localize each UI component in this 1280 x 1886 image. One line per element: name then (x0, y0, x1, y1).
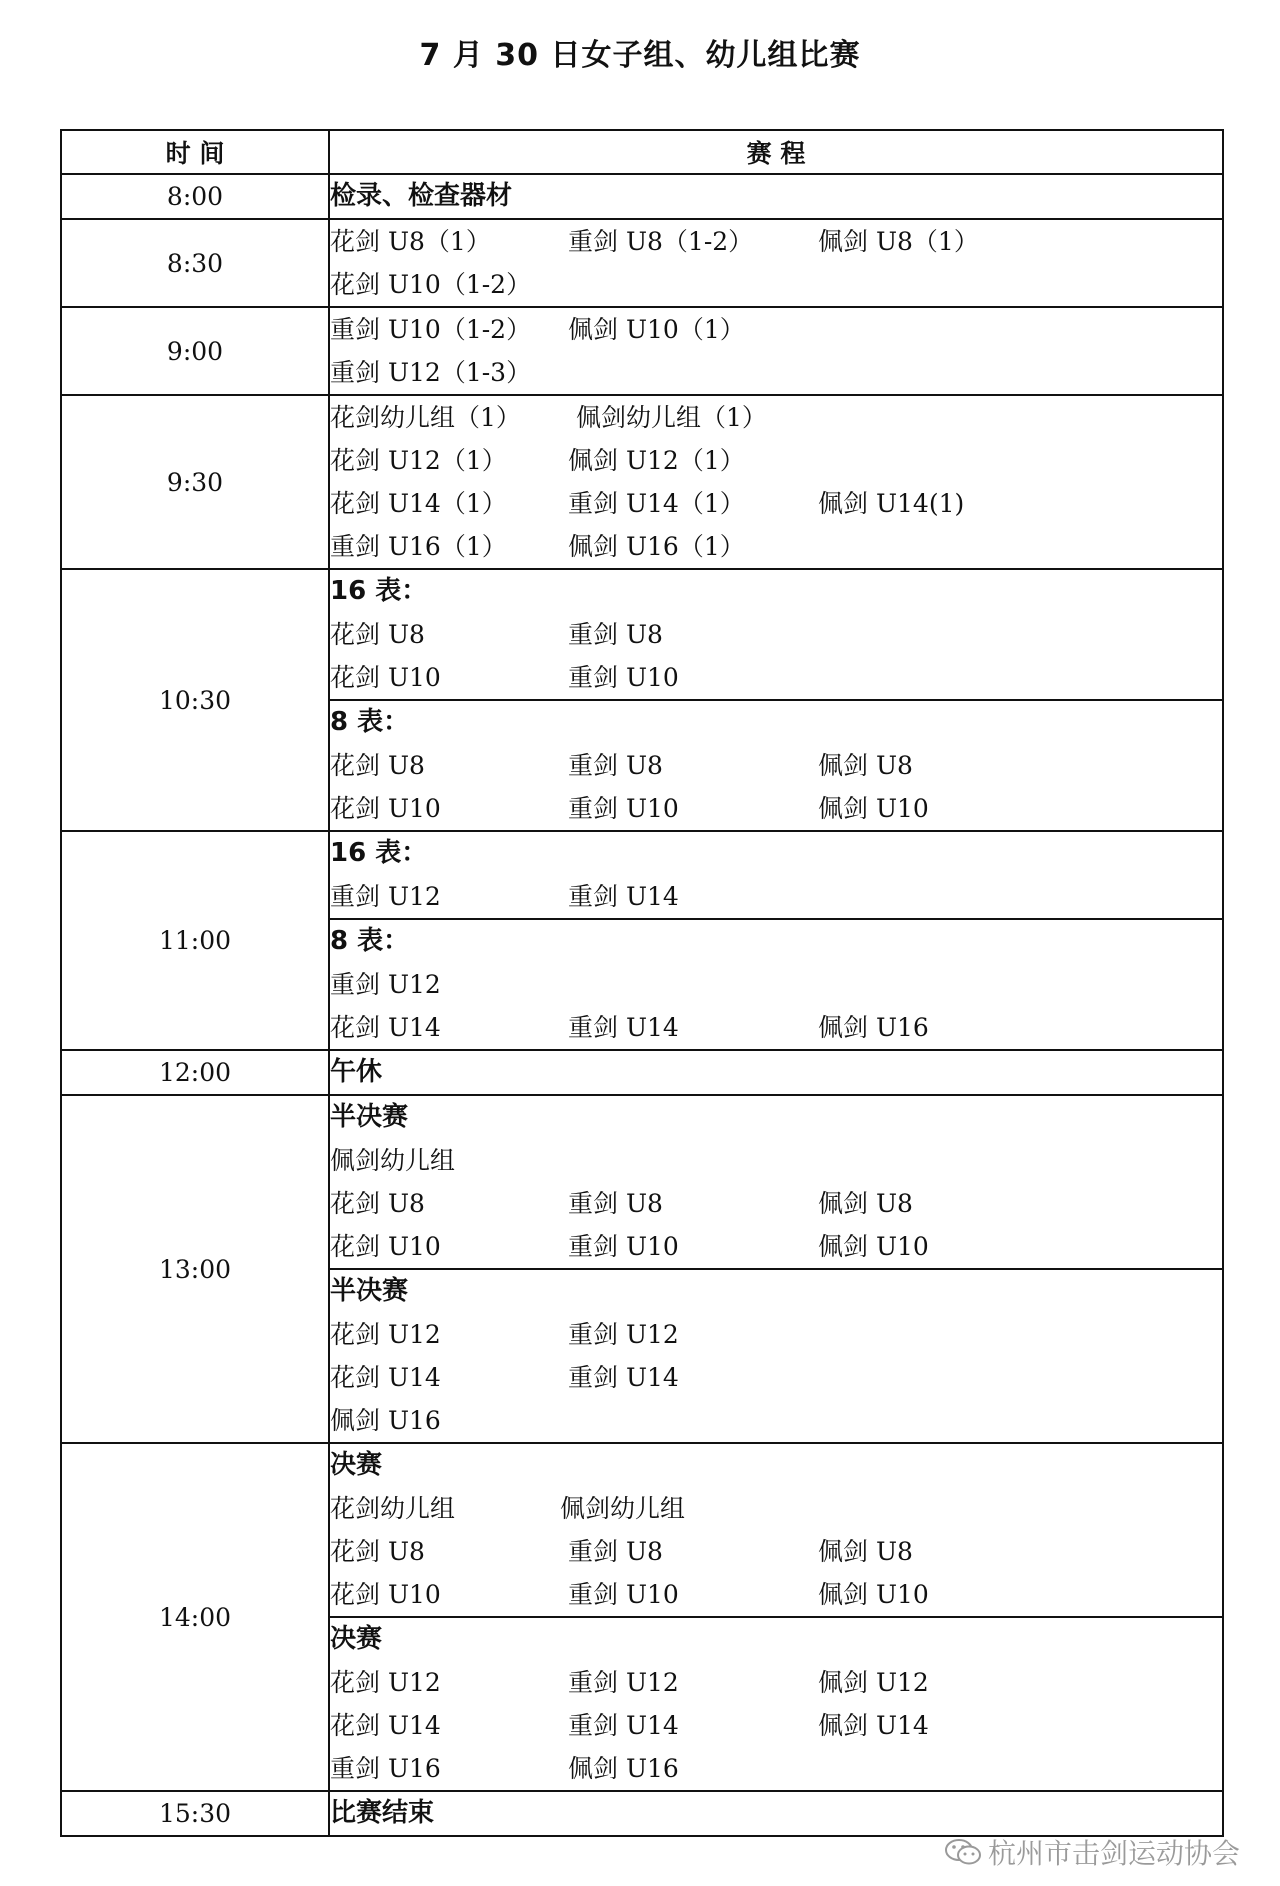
event-item: 佩剑 U8 (818, 1537, 913, 1566)
event-item: 重剑 U14 (568, 882, 679, 911)
event-item: 花剑幼儿组（1） (330, 403, 521, 432)
event-line (330, 1487, 1222, 1530)
event-line (330, 351, 1222, 394)
event-line (330, 875, 1222, 918)
event-item: 重剑 U8 (568, 751, 663, 780)
schedule-row (61, 1095, 1223, 1269)
event-item: 重剑 U16 (330, 1754, 441, 1783)
event-item: 佩剑 U14(1) (818, 489, 965, 518)
event-item: 花剑 U14 (330, 1363, 441, 1392)
section-heading: 比赛结束 (330, 1798, 435, 1828)
event-item: 佩剑 U12（1） (568, 446, 745, 475)
event-item: 花剑 U12 (330, 1320, 441, 1349)
time-cell: 14:00 (61, 1443, 329, 1791)
program-cell (329, 395, 1223, 569)
event-line (330, 396, 1222, 439)
program-cell (329, 1791, 1223, 1836)
event-line (330, 744, 1222, 787)
event-line (330, 1530, 1222, 1573)
event-item: 重剑 U14 (568, 1711, 679, 1740)
event-item: 佩剑 U8（1） (818, 227, 979, 256)
event-item: 花剑 U14 (330, 1013, 441, 1042)
section-heading: 决赛 (330, 1624, 383, 1654)
program-cell (329, 1443, 1223, 1617)
section-heading: 决赛 (330, 1450, 383, 1480)
program-cell (329, 307, 1223, 395)
event-item: 重剑 U8 (568, 620, 663, 649)
event-line (330, 308, 1222, 351)
event-line (330, 1704, 1222, 1747)
program-cell (329, 700, 1223, 831)
event-line (330, 263, 1222, 306)
event-item: 花剑 U10 (330, 794, 441, 823)
event-line (330, 656, 1222, 699)
event-item: 佩剑 U16（1） (568, 532, 745, 561)
time-cell: 9:30 (61, 395, 329, 569)
header-row (61, 130, 1223, 174)
event-item: 重剑 U16（1） (330, 532, 507, 561)
event-item: 重剑 U10 (568, 794, 679, 823)
program-cell (329, 919, 1223, 1050)
schedule-row (61, 1791, 1223, 1836)
event-item: 花剑 U8（1） (330, 227, 491, 256)
event-item: 佩剑 U10 (818, 794, 929, 823)
time-cell: 13:00 (61, 1095, 329, 1443)
program-cell (329, 1269, 1223, 1443)
time-cell: 11:00 (61, 831, 329, 1050)
event-item: 佩剑幼儿组 (560, 1494, 686, 1523)
event-item: 重剑 U12 (330, 882, 441, 911)
time-header: 时 间 (61, 130, 329, 174)
event-item: 佩剑 U16 (568, 1754, 679, 1783)
event-item: 重剑 U12 (568, 1668, 679, 1697)
event-item: 花剑 U12 (330, 1668, 441, 1697)
program-cell (329, 219, 1223, 307)
event-item: 佩剑 U10（1） (568, 315, 745, 344)
event-line (330, 439, 1222, 482)
time-cell: 9:00 (61, 307, 329, 395)
schedule-row (61, 569, 1223, 700)
event-item: 佩剑幼儿组 (330, 1146, 456, 1175)
event-item: 佩剑 U16 (818, 1013, 929, 1042)
section-heading: 8 表： (330, 926, 410, 956)
event-item: 佩剑 U10 (818, 1232, 929, 1261)
event-line (330, 1225, 1222, 1268)
section-heading: 检录、检查器材 (330, 181, 513, 211)
event-item: 重剑 U10 (568, 1232, 679, 1261)
event-line (330, 1399, 1222, 1442)
event-item: 佩剑 U14 (818, 1711, 929, 1740)
event-item: 佩剑 U12 (818, 1668, 929, 1697)
schedule-row (61, 1050, 1223, 1095)
event-item: 花剑幼儿组 (330, 1494, 456, 1523)
event-item: 花剑 U10（1-2） (330, 270, 532, 299)
event-line (330, 613, 1222, 656)
event-line (330, 1139, 1222, 1182)
event-line (330, 482, 1222, 525)
event-item: 重剑 U10 (568, 1580, 679, 1609)
event-item: 花剑 U8 (330, 620, 425, 649)
schedule-row (61, 395, 1223, 569)
event-item: 重剑 U8 (568, 1537, 663, 1566)
event-item: 花剑 U14（1） (330, 489, 507, 518)
event-item: 重剑 U12 (568, 1320, 679, 1349)
section-heading: 半决赛 (330, 1102, 409, 1132)
event-item: 花剑 U10 (330, 1232, 441, 1261)
event-item: 佩剑幼儿组（1） (576, 403, 767, 432)
time-cell: 8:30 (61, 219, 329, 307)
program-cell (329, 174, 1223, 219)
event-item: 重剑 U14（1） (568, 489, 745, 518)
schedule-row (61, 831, 1223, 919)
schedule-row (61, 307, 1223, 395)
event-item: 重剑 U14 (568, 1363, 679, 1392)
time-cell: 10:30 (61, 569, 329, 831)
event-item: 佩剑 U10 (818, 1580, 929, 1609)
section-heading: 8 表： (330, 707, 410, 737)
event-line (330, 525, 1222, 568)
event-item: 重剑 U14 (568, 1013, 679, 1042)
event-line (330, 1313, 1222, 1356)
page-title: 7 月 30 日女子组、幼儿组比赛 (419, 38, 861, 73)
event-item: 花剑 U8 (330, 751, 425, 780)
schedule-header: 赛 程 (329, 130, 1223, 174)
event-item: 佩剑 U8 (818, 751, 913, 780)
program-cell (329, 831, 1223, 919)
event-item: 佩剑 U16 (330, 1406, 441, 1435)
event-item: 花剑 U14 (330, 1711, 441, 1740)
wechat-icon (944, 1837, 982, 1867)
watermark (944, 1832, 1240, 1872)
section-heading: 半决赛 (330, 1276, 409, 1306)
time-cell: 15:30 (61, 1791, 329, 1836)
schedule-table (60, 129, 1224, 1837)
event-line (330, 787, 1222, 830)
event-line (330, 1006, 1222, 1049)
event-item: 重剑 U8（1-2） (568, 227, 754, 256)
event-item: 花剑 U8 (330, 1189, 425, 1218)
section-heading: 午休 (330, 1057, 383, 1087)
time-cell: 12:00 (61, 1050, 329, 1095)
event-item: 花剑 U10 (330, 1580, 441, 1609)
event-line (330, 220, 1222, 263)
program-cell (329, 1050, 1223, 1095)
event-item: 重剑 U8 (568, 1189, 663, 1218)
event-item: 重剑 U12 (330, 970, 441, 999)
schedule-row (61, 1443, 1223, 1617)
program-cell (329, 1617, 1223, 1791)
event-line (330, 1747, 1222, 1790)
schedule-row (61, 174, 1223, 219)
event-item: 重剑 U12（1-3） (330, 358, 532, 387)
event-item: 花剑 U8 (330, 1537, 425, 1566)
event-item: 花剑 U12（1） (330, 446, 507, 475)
time-cell: 8:00 (61, 174, 329, 219)
section-heading: 16 表： (330, 576, 428, 606)
event-line (330, 1661, 1222, 1704)
program-cell (329, 1095, 1223, 1269)
program-cell (329, 569, 1223, 700)
event-line (330, 963, 1222, 1006)
event-item: 重剑 U10（1-2） (330, 315, 532, 344)
event-line (330, 1573, 1222, 1616)
event-line (330, 1182, 1222, 1225)
section-heading: 16 表： (330, 838, 428, 868)
event-item: 重剑 U10 (568, 663, 679, 692)
event-item: 佩剑 U8 (818, 1189, 913, 1218)
schedule-row (61, 219, 1223, 307)
event-line (330, 1356, 1222, 1399)
watermark-text: 杭州市击剑运动协会 (987, 1837, 1240, 1870)
event-item: 花剑 U10 (330, 663, 441, 692)
